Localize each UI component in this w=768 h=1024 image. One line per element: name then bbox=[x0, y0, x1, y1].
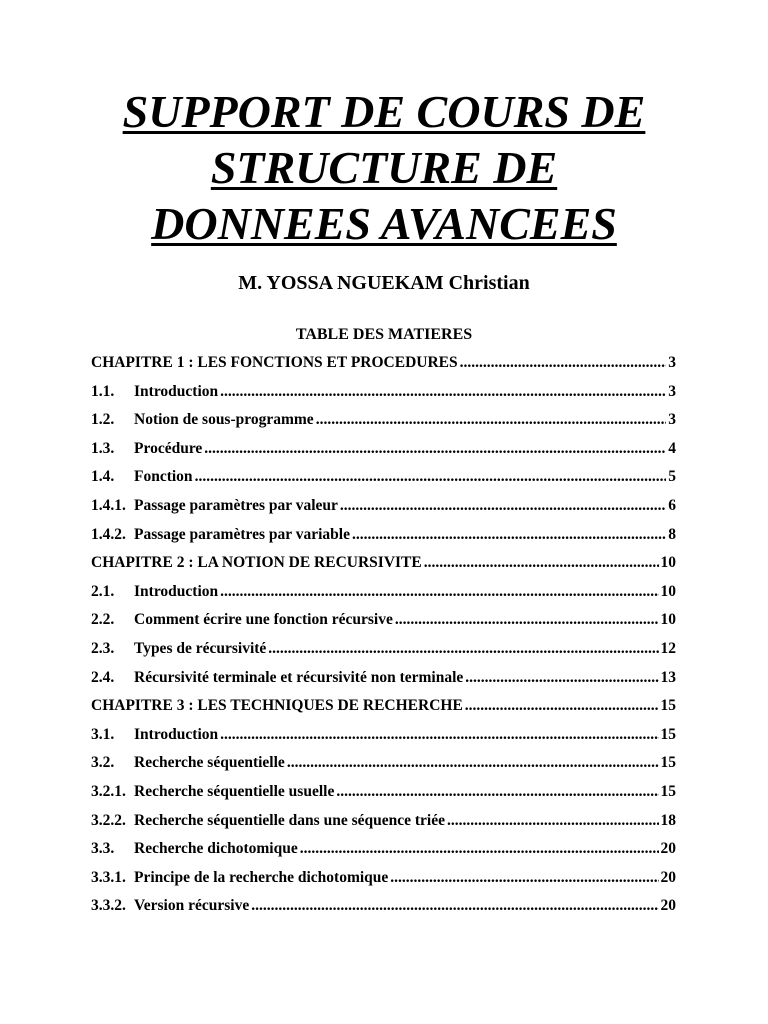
toc-page-number: 13 bbox=[660, 668, 676, 686]
toc-entry-number: 1.4.2. bbox=[91, 525, 126, 543]
dot-leader bbox=[204, 440, 666, 458]
author-name: M. YOSSA NGUEKAM Christian bbox=[238, 272, 530, 294]
toc-entry[interactable] bbox=[91, 669, 676, 698]
toc-entry-label: Procédure bbox=[134, 439, 203, 457]
toc-entry-label: Recherche séquentielle bbox=[134, 754, 285, 772]
toc-entry-label: CHAPITRE 3 : LES TECHNIQUES DE RECHERCHE bbox=[91, 697, 463, 715]
dot-leader bbox=[220, 583, 658, 601]
dot-leader bbox=[195, 468, 667, 486]
toc-page-number: 18 bbox=[660, 811, 676, 829]
toc-entry[interactable] bbox=[91, 840, 676, 869]
toc-page-number: 3 bbox=[668, 354, 676, 371]
dot-leader bbox=[447, 812, 659, 830]
toc-entry-label: Fonction bbox=[134, 468, 193, 486]
toc-page-number: 15 bbox=[660, 782, 676, 800]
toc-page-number: 6 bbox=[668, 496, 676, 514]
toc-entry[interactable] bbox=[91, 783, 676, 812]
dot-leader bbox=[220, 383, 666, 401]
toc-entry-label: Types de récursivité bbox=[134, 639, 267, 657]
toc-entry[interactable] bbox=[91, 583, 676, 612]
toc-entry-number: 1.1. bbox=[91, 382, 115, 400]
toc-entry-number: 3.2.2. bbox=[91, 811, 126, 829]
toc-entry[interactable] bbox=[91, 468, 676, 497]
toc-entry-label: CHAPITRE 1 : LES FONCTIONS ET PROCEDURES bbox=[91, 354, 458, 371]
toc-entry[interactable] bbox=[91, 497, 676, 526]
toc-entry[interactable] bbox=[91, 726, 676, 755]
toc-entry[interactable] bbox=[91, 897, 676, 926]
toc-page-number: 15 bbox=[660, 754, 676, 772]
toc-entry-label: Comment écrire une fonction récursive bbox=[134, 611, 393, 629]
toc-entry-number: 3.3. bbox=[91, 840, 115, 858]
toc-entry-label: Introduction bbox=[134, 382, 219, 400]
toc-entry-label: Recherche dichotomique bbox=[134, 840, 298, 858]
toc-page-number: 15 bbox=[660, 697, 676, 715]
toc-entry[interactable] bbox=[91, 526, 676, 555]
toc-entry-label: Recherche séquentielle dans une séquence triée bbox=[134, 811, 445, 829]
dot-leader bbox=[220, 726, 658, 744]
dot-leader bbox=[316, 411, 667, 429]
dot-leader bbox=[390, 869, 658, 887]
toc-entry-number: 1.3. bbox=[91, 439, 115, 457]
toc-entry-number: 3.1. bbox=[91, 725, 115, 743]
dot-leader bbox=[287, 754, 659, 772]
dot-leader bbox=[268, 640, 658, 658]
toc-entry-label: Passage paramètres par variable bbox=[134, 525, 350, 543]
dot-leader bbox=[465, 697, 659, 715]
toc-page-number: 8 bbox=[668, 525, 676, 543]
toc-entry-label: Introduction bbox=[134, 582, 219, 600]
toc-entry-label: Introduction bbox=[134, 725, 219, 743]
toc-entry[interactable] bbox=[91, 440, 676, 469]
toc-heading: TABLE DES MATIERES bbox=[295, 326, 473, 343]
dot-leader bbox=[465, 669, 658, 687]
toc-entry-label: Notion de sous-programme bbox=[134, 411, 314, 429]
toc-page-number: 3 bbox=[668, 411, 676, 429]
toc-entry-number: 3.2.1. bbox=[91, 782, 126, 800]
dot-leader bbox=[300, 840, 659, 858]
table-of-contents bbox=[91, 354, 676, 926]
toc-chapter-entry[interactable] bbox=[91, 354, 676, 383]
toc-entry-label: Version récursive bbox=[134, 897, 250, 915]
toc-page-number: 10 bbox=[660, 611, 676, 629]
toc-entry[interactable] bbox=[91, 640, 676, 669]
toc-page-number: 15 bbox=[660, 725, 676, 743]
toc-entry-label: Passage paramètres par valeur bbox=[134, 496, 338, 514]
toc-page-number: 20 bbox=[660, 897, 676, 915]
title-line-3: DONNEES AVANCEES bbox=[151, 198, 617, 249]
toc-entry-label: Principe de la recherche dichotomique bbox=[134, 868, 389, 886]
dot-leader bbox=[460, 354, 667, 372]
toc-entry-number: 3.2. bbox=[91, 754, 115, 772]
toc-entry-number: 2.4. bbox=[91, 668, 115, 686]
dot-leader bbox=[336, 783, 658, 801]
toc-entry-label: CHAPITRE 2 : LA NOTION DE RECURSIVITE bbox=[91, 554, 422, 572]
dot-leader bbox=[340, 497, 666, 515]
toc-entry-number: 1.4. bbox=[91, 468, 115, 486]
dot-leader bbox=[352, 526, 666, 544]
toc-entry-number: 1.2. bbox=[91, 411, 115, 429]
toc-chapter-entry[interactable] bbox=[91, 554, 676, 583]
toc-entry[interactable] bbox=[91, 611, 676, 640]
course-title bbox=[0, 84, 768, 252]
toc-entry-number: 3.3.2. bbox=[91, 897, 126, 915]
toc-entry-label: Récursivité terminale et récursivité non terminale bbox=[134, 668, 464, 686]
toc-entry-number: 1.4.1. bbox=[91, 496, 126, 514]
toc-page-number: 10 bbox=[660, 554, 676, 572]
toc-entry[interactable] bbox=[91, 869, 676, 898]
dot-leader bbox=[395, 611, 659, 629]
toc-chapter-entry[interactable] bbox=[91, 697, 676, 726]
toc-entry-number: 2.3. bbox=[91, 639, 115, 657]
title-line-1: SUPPORT DE COURS DE bbox=[122, 86, 646, 137]
dot-leader bbox=[251, 897, 658, 915]
toc-entry[interactable] bbox=[91, 411, 676, 440]
toc-entry-number: 3.3.1. bbox=[91, 868, 126, 886]
toc-page-number: 5 bbox=[668, 468, 676, 486]
toc-entry[interactable] bbox=[91, 754, 676, 783]
toc-page-number: 20 bbox=[660, 868, 676, 886]
toc-entry-number: 2.1. bbox=[91, 582, 115, 600]
toc-entry-number: 2.2. bbox=[91, 611, 115, 629]
toc-entry[interactable] bbox=[91, 812, 676, 841]
toc-page-number: 10 bbox=[660, 582, 676, 600]
toc-page-number: 20 bbox=[660, 840, 676, 858]
dot-leader bbox=[424, 554, 659, 572]
toc-entry[interactable] bbox=[91, 383, 676, 412]
toc-page-number: 12 bbox=[660, 639, 676, 657]
toc-page-number: 4 bbox=[668, 439, 676, 457]
toc-entry-label: Recherche séquentielle usuelle bbox=[134, 782, 335, 800]
toc-page-number: 3 bbox=[668, 382, 676, 400]
title-line-2: STRUCTURE DE bbox=[210, 142, 558, 193]
